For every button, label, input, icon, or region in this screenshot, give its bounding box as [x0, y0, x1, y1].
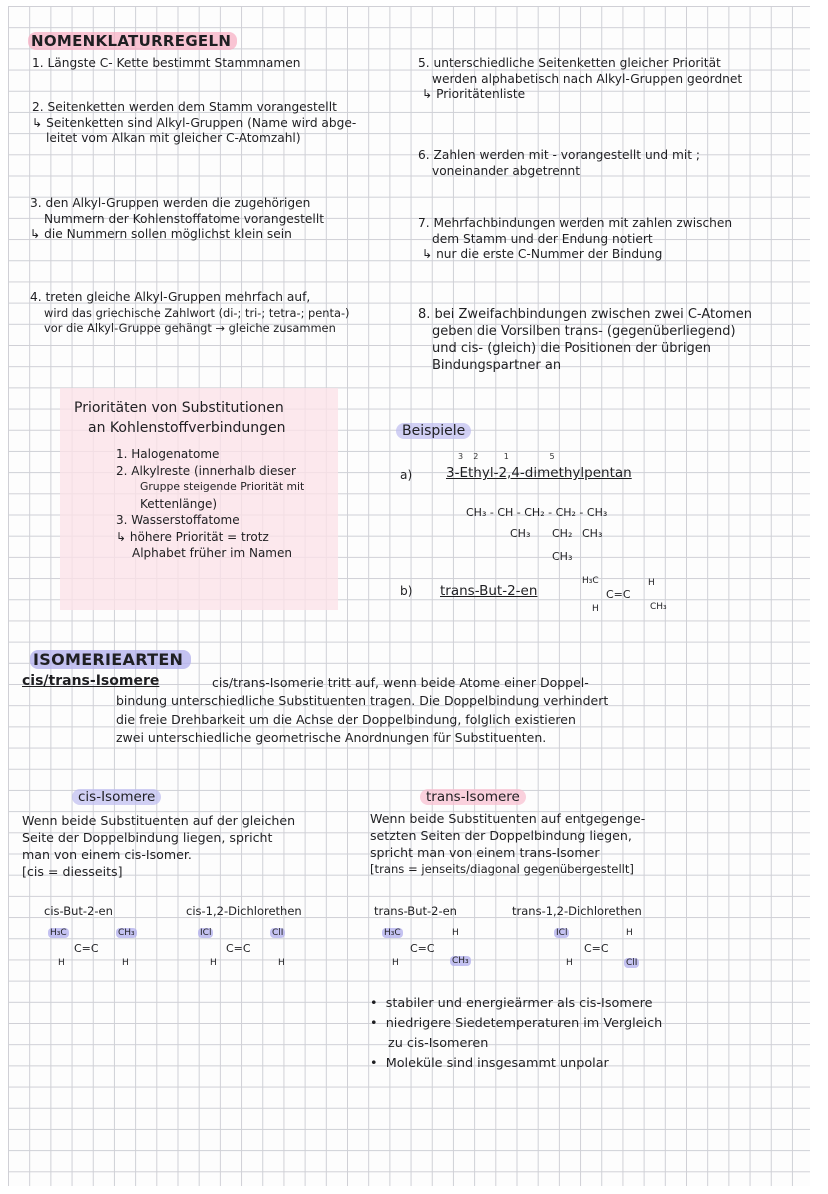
atom-label: CH₃	[118, 928, 135, 938]
cis-trans-subtitle-text: cis/trans-Isomere	[22, 673, 160, 689]
rule-5-line: 5. unterschiedliche Seitenketten gleicher Priorität	[418, 56, 721, 70]
isomerie-intro	[212, 674, 589, 692]
atom-label: H	[452, 928, 459, 938]
atom-label: H	[210, 958, 217, 968]
example-a-substituent: CH₃	[510, 527, 531, 540]
priority-item: 2. Alkylreste (innerhalb dieser	[116, 463, 296, 478]
cis-example-1-name: cis-But-2-en	[44, 904, 113, 918]
atom-label: H₃C	[50, 928, 67, 938]
example-b-name-text: trans-But-2-en	[440, 583, 538, 599]
priority-item: ↳ höhere Priorität = trotz	[116, 529, 269, 544]
cis-text-line: man von einem cis-Isomer.	[22, 847, 192, 862]
trans-title	[420, 790, 526, 806]
rule-6-line: 6. Zahlen werden mit - vorangestellt und mit ;	[418, 148, 701, 162]
example-b-structure	[582, 572, 692, 618]
trans-but-2-en-structure	[382, 924, 492, 972]
rule-5-line: ↳ Prioritätenliste	[422, 87, 526, 101]
section-heading-isomerie	[30, 650, 191, 669]
priority-item: Alphabet früher im Namen	[132, 546, 292, 560]
section-heading-nomenklatur	[28, 32, 237, 50]
atom-label: H	[566, 958, 573, 968]
atom-label: H	[648, 578, 655, 588]
atom-label: H	[278, 958, 285, 968]
rule-1	[32, 56, 300, 72]
trans-bullet-text: Moleküle sind insgesammt unpolar	[385, 1056, 609, 1071]
trans-text-line: spricht man von einem trans-Isomer	[370, 845, 600, 860]
rule-7-line: dem Stamm und der Endung notiert	[432, 231, 653, 246]
example-a-substituent: CH₃	[582, 527, 603, 540]
intro-line: die freie Drehbarkeit um die Achse der Doppelbindung, folglich existieren	[116, 711, 576, 727]
trans-bullet-text: niedrigere Siedetemperaturen im Vergleich	[385, 1016, 663, 1031]
trans-bullet: • Moleküle sind insgesammt unpolar	[370, 1056, 609, 1071]
example-a-numbering: 3 2 1 5	[458, 452, 555, 461]
rule-4-line: 4. treten gleiche Alkyl-Gruppen mehrfach auf,	[30, 290, 311, 304]
atom-label: ClI	[272, 928, 284, 938]
trans-text-line: setzten Seiten der Doppelbindung liegen,	[370, 828, 632, 843]
cis-but-2-en-structure	[48, 924, 148, 972]
rule-1-text: 1. Längste C- Kette bestimmt Stammnamen	[32, 56, 301, 70]
rule-6	[418, 148, 700, 179]
atom-label: CH₃	[650, 602, 667, 612]
example-b-name	[440, 584, 537, 600]
atom-label: ICl	[200, 928, 212, 938]
example-a-substituent: CH₂	[552, 527, 573, 540]
rule-3	[30, 196, 324, 243]
rule-8-line: Bindungspartner an	[432, 358, 562, 373]
rule-4	[30, 290, 350, 337]
priority-title-line: an Kohlenstoffverbindungen	[88, 420, 286, 436]
cis-title	[72, 790, 161, 806]
rule-8-line: 8. bei Zweifachbindungen zwischen zwei C-Atomen	[418, 307, 752, 322]
cis-example-2-name: cis-1,2-Dichlorethen	[186, 904, 302, 918]
rule-5	[418, 56, 742, 103]
example-a-name	[446, 466, 632, 482]
examples-title	[396, 424, 471, 440]
rule-6-line: voneinander abgetrennt	[432, 163, 580, 178]
priority-list	[116, 446, 304, 562]
trans-dichlorethen-structure	[554, 924, 664, 974]
isomerie-intro-cont	[116, 692, 608, 748]
priority-title	[74, 398, 286, 438]
cis-text	[22, 812, 295, 880]
intro-line: bindung unterschiedliche Substituenten tragen. Die Doppelbindung verhindert	[116, 693, 609, 708]
cis-text-line: Wenn beide Substituenten auf der gleichen	[22, 813, 296, 828]
example-a-label: a)	[400, 468, 413, 482]
cis-text-line: [cis = diesseits]	[22, 864, 123, 879]
rule-8-line: geben die Vorsilben trans- (gegenüberliegend)	[432, 324, 736, 339]
rule-2-line: 2. Seitenketten werden dem Stamm vorangestellt	[32, 100, 337, 114]
isomerie-title: ISOMERIEARTEN	[30, 650, 191, 669]
example-a-name-text: 3-Ethyl-2,4-dimethylpentan	[446, 465, 632, 481]
trans-bullet-text: zu cis-Isomeren	[388, 1036, 489, 1051]
trans-text	[370, 810, 645, 878]
cis-title-text: cis-Isomere	[72, 789, 161, 805]
atom-label: ICl	[556, 928, 568, 938]
rule-5-line: werden alphabetisch nach Alkyl-Gruppen geordnet	[432, 71, 743, 86]
double-bond-label: C=C	[410, 942, 435, 955]
atom-label: H₃C	[384, 928, 401, 938]
rule-4-line: wird das griechische Zahlwort (di-; tri-; tetra-; penta-)	[44, 305, 350, 320]
rule-3-line: ↳ die Nummern sollen möglichst klein sein	[30, 227, 292, 241]
priority-item: 3. Wasserstoffatome	[116, 513, 240, 527]
atom-label: CH₃	[452, 956, 469, 966]
cis-dichlorethen-structure	[194, 924, 294, 972]
trans-bullet-text: stabiler und energieärmer als cis-Isomere	[385, 996, 653, 1011]
double-bond-label: C=C	[226, 942, 251, 955]
priority-item: Gruppe steigende Priorität mit	[140, 480, 305, 493]
rule-8	[418, 306, 752, 374]
cis-trans-subtitle	[22, 674, 159, 690]
examples-title-text: Beispiele	[396, 423, 471, 439]
atom-label: H₃C	[582, 576, 599, 586]
atom-label: ClI	[626, 958, 638, 968]
trans-bullet: • niedrigere Siedetemperaturen im Vergleich	[370, 1016, 663, 1031]
double-bond-label: C=C	[74, 942, 99, 955]
rule-7-line: 7. Mehrfachbindungen werden mit zahlen zwischen	[418, 216, 733, 230]
trans-example-1-name: trans-But-2-en	[374, 904, 457, 918]
rule-8-line: und cis- (gleich) die Positionen der übrigen	[432, 341, 711, 356]
double-bond-label: C=C	[584, 942, 609, 955]
rule-2	[32, 100, 356, 147]
page-margin	[810, 0, 828, 1194]
rule-7	[418, 216, 732, 263]
rule-2-line: ↳ Seitenketten sind Alkyl-Gruppen (Name wird abge-	[32, 115, 357, 130]
atom-label: H	[592, 604, 599, 614]
trans-example-2-name: trans-1,2-Dichlorethen	[512, 904, 642, 918]
rule-7-line: ↳ nur die erste C-Nummer der Bindung	[422, 247, 663, 261]
priority-item: Kettenlänge)	[140, 496, 218, 511]
atom-label: H	[392, 958, 399, 968]
trans-title-text: trans-Isomere	[420, 789, 526, 805]
example-b-label: b)	[400, 584, 413, 598]
cis-text-line: Seite der Doppelbindung liegen, spricht	[22, 830, 273, 845]
trans-bullet: • stabiler und energieärmer als cis-Isomere	[370, 996, 653, 1011]
nomenklatur-title: NOMENKLATURREGELN	[28, 32, 237, 50]
rule-2-line: leitet vom Alkan mit gleicher C-Atomzahl)	[46, 131, 301, 145]
atom-label: H	[626, 928, 633, 938]
rule-4-line: vor die Alkyl-Gruppe gehängt → gleiche zusammen	[44, 321, 336, 335]
intro-line: cis/trans-Isomerie tritt auf, wenn beide Atome einer Doppel-	[212, 675, 589, 690]
trans-text-line: Wenn beide Substituenten auf entgegenge-	[370, 811, 646, 826]
priority-item: 1. Halogenatome	[116, 447, 220, 461]
trans-bullet-list	[370, 994, 662, 1074]
rule-3-line: Nummern der Kohlenstoffatome vorangestellt	[44, 211, 324, 226]
double-bond-label: C=C	[606, 588, 631, 601]
example-a-substituent: CH₃	[552, 550, 573, 563]
intro-line: zwei unterschiedliche geometrische Anordnungen für Substituenten.	[116, 730, 547, 745]
priority-title-line: Prioritäten von Substitutionen	[74, 400, 284, 416]
atom-label: H	[122, 958, 129, 968]
example-a-chain: CH₃ - CH - CH₂ - CH₂ - CH₃	[466, 506, 608, 519]
trans-text-line: [trans = jenseits/diagonal gegenübergestellt]	[370, 862, 634, 876]
rule-3-line: 3. den Alkyl-Gruppen werden die zugehörigen	[30, 196, 311, 210]
atom-label: H	[58, 958, 65, 968]
